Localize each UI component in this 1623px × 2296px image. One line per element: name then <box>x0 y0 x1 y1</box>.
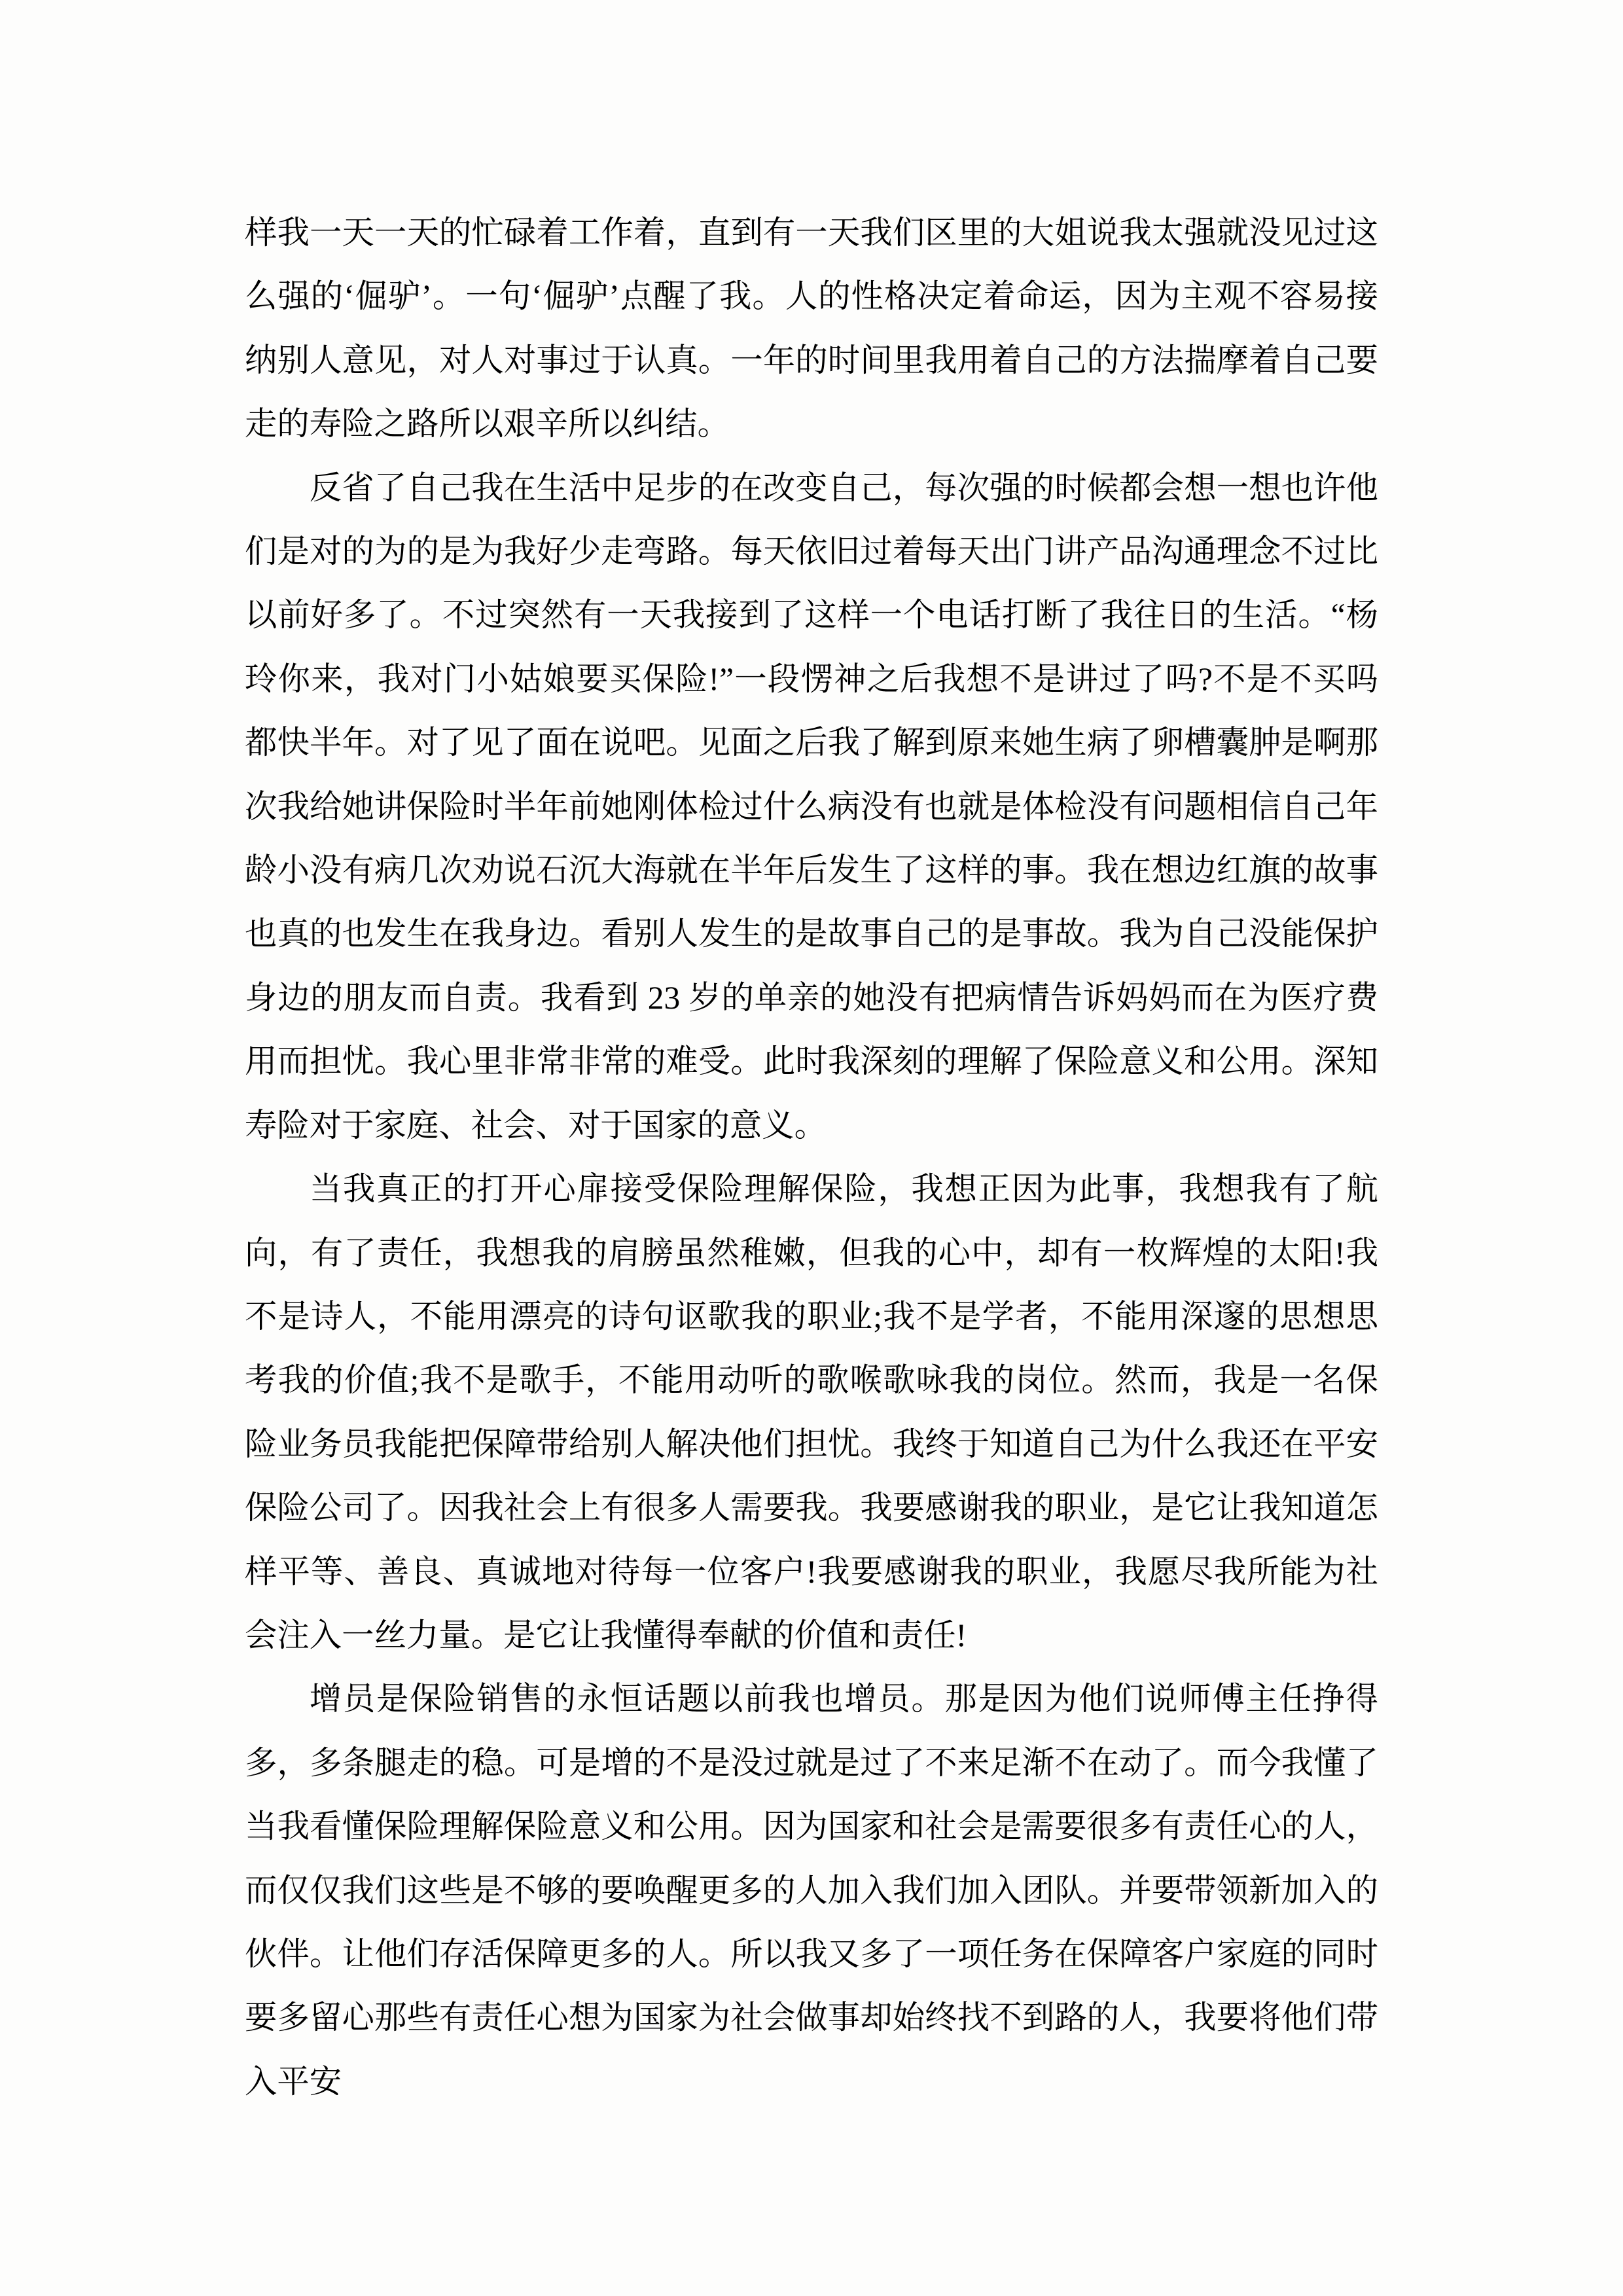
text-block <box>245 201 1378 2113</box>
paragraph-1: 样我一天一天的忙碌着工作着，直到有一天我们区里的大姐说我太强就没见过这么强的‘倔驴’。一句‘倔驴’点醒了我。人的性格决定着命运，因为主观不容易接纳别人意见，对人对事过于认真。一年的时间里我用着自己的方法揣摩着自己要走的寿险之路所以艰辛所以纠结。 <box>245 215 1378 442</box>
paragraph-3: 当我真正的打开心扉接受保险理解保险，我想正因为此事，我想我有了航向，有了责任，我想我的肩膀虽然稚嫩，但我的心中，却有一枚辉煌的太阳!我不是诗人，不能用漂亮的诗句讴歌我的职业;我不是学者，不能用深邃的思想思考我的价值;我不是歌手，不能用动听的歌喉歌咏我的岗位。然而，我是一名保险业务员我能把保障带给别人解决他们担忧。我终于知道自己为什么我还在平安保险公司了。因我社会上有很多人需要我。我要感谢我的职业，是它让我知道怎样平等、善良、真诚地对待每一位客户!我要感谢我的职业，我愿尽我所能为社会注入一丝力量。是它让我懂得奉献的价值和责任! <box>245 1171 1378 1653</box>
paragraph-4: 增员是保险销售的永恒话题以前我也增员。那是因为他们说师傅主任挣得多，多条腿走的稳。可是增的不是没过就是过了不来足渐不在动了。而今我懂了当我看懂保险理解保险意义和公用。因为国家和社会是需要很多有责任心的人，而仅仅我们这些是不够的要唤醒更多的人加入我们加入团队。并要带领新加入的伙伴。让他们存活保障更多的人。所以我又多了一项任务在保障客户家庭的同时要多留心那些有责任心想为国家为社会做事却始终找不到路的人，我要将他们带入平安 <box>245 1681 1378 2100</box>
paragraph-2: 反省了自己我在生活中足步的在改变自己，每次强的时候都会想一想也许他们是对的为的是为我好少走弯路。每天依旧过着每天出门讲产品沟通理念不过比以前好多了。不过突然有一天我接到了这样一个电话打断了我往日的生活。“杨玲你来，我对门小姑娘要买保险!”一段愣神之后我想不是讲过了吗?不是不买吗都快半年。对了见了面在说吧。见面之后我了解到原来她生病了卵槽囊肿是啊那次我给她讲保险时半年前她刚体检过什么病没有也就是体检没有问题相信自己年龄小没有病几次劝说石沉大海就在半年后发生了这样的事。我在想边红旗的故事也真的也发生在我身边。看别人发生的是故事自己的是事故。我为自己没能保护身边的朋友而自责。我看到 23 岁的单亲的她没有把病情告诉妈妈而在为医疗费用而担忧。我心里非常非常的难受。此时我深刻的理解了保险意义和公用。深知寿险对于家庭、社会、对于国家的意义。 <box>245 469 1378 1143</box>
